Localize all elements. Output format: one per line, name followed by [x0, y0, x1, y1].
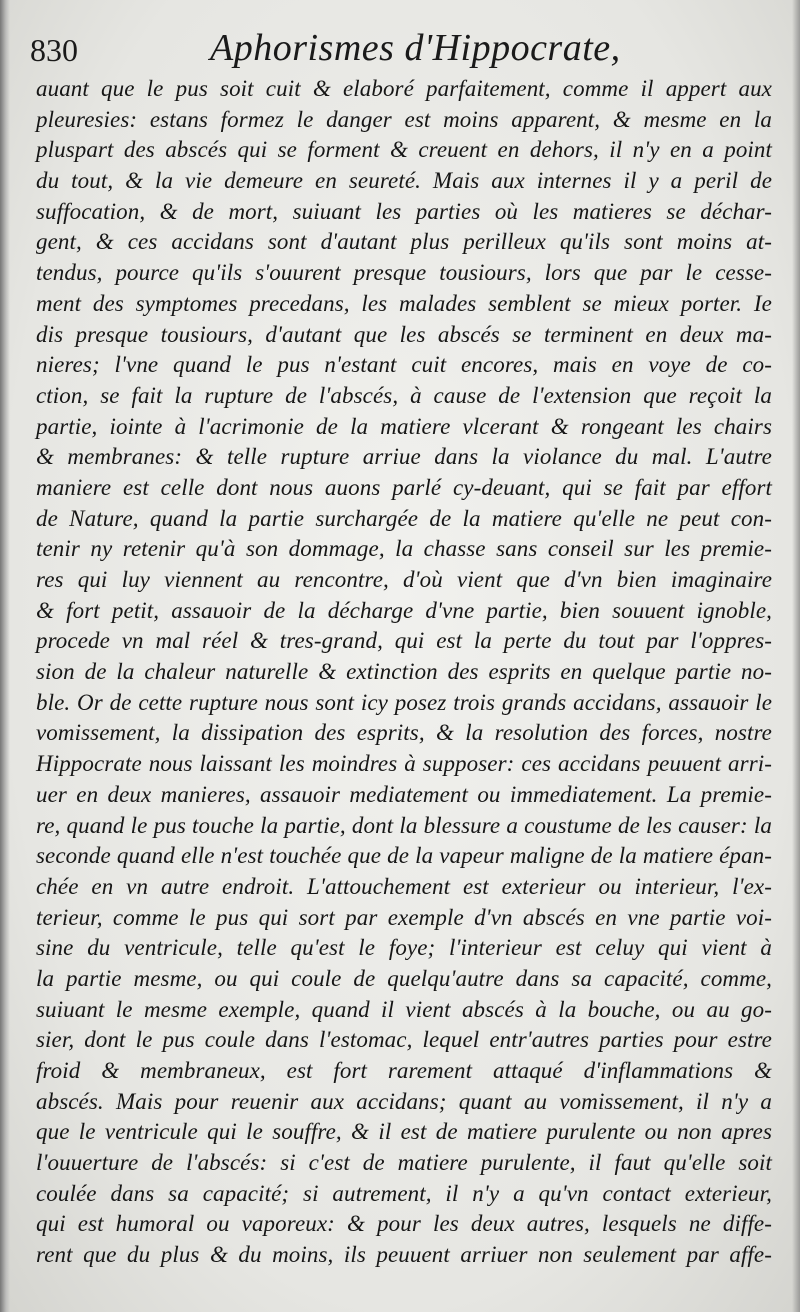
text-line: auant que le pus soit cuit & elaboré parfaitement, comme il appert aux: [36, 76, 772, 101]
text-line: maniere est celle dont nous auons parlé cy-deuant, qui se fait par effort: [36, 474, 772, 500]
text-line: abscés. Mais pour reuenir aux accidans; quant au vomissement, il n'y a: [36, 1088, 772, 1114]
body-text: [36, 74, 772, 1271]
text-line: l'ouuerture de l'abscés: si c'est de matiere purulente, il faut qu'elle soit: [36, 1150, 772, 1176]
text-line: re, quand le pus touche la partie, dont la blessure a coustume de les causer: la: [36, 812, 772, 838]
text-line: uer en deux manieres, assauoir mediatement ou immediatement. La premie-: [36, 781, 772, 807]
text-line: pluspart des abscés qui se forment & creuent en dehors, il n'y en a point: [36, 137, 772, 163]
text-line: procede vn mal réel & tres-grand, qui est la perte du tout par l'oppres-: [36, 628, 772, 654]
text-line: dis presque tousiours, d'autant que les abscés se terminent en deux ma-: [36, 321, 772, 347]
page-left-edge-shadow: [0, 0, 10, 1312]
text-line: ment des symptomes precedans, les malades semblent se mieux porter. Ie: [36, 290, 772, 316]
text-line: froid & membraneux, est fort rarement attaqué d'inflammations &: [36, 1058, 772, 1083]
text-line: ble. Or de cette rupture nous sont icy posez trois grands accidans, assauoir le: [36, 689, 772, 715]
text-line: ction, se fait la rupture de l'abscés, à cause de l'extension que reçoit la: [36, 382, 772, 408]
text-line: gent, & ces accidans sont d'autant plus perilleux qu'ils sont moins at-: [36, 229, 772, 255]
text-line: qui est humoral ou vaporeux: & pour les deux autres, lesquels ne diffe-: [36, 1211, 772, 1237]
text-line: rent que du plus & du moins, ils peuuent arriuer non seulement par affe-: [36, 1242, 772, 1268]
text-line: sion de la chaleur naturelle & extinction des esprits en quelque partie no-: [36, 659, 772, 685]
page-header: [0, 22, 800, 72]
text-line: vomissement, la dissipation des esprits, & la resolution des forces, nostre: [36, 720, 772, 746]
text-line: tendus, pource qu'ils s'ouurent presque tousiours, lors que par le cesse-: [36, 260, 772, 286]
page-number: 830: [30, 32, 78, 68]
text-line: que le ventricule qui le souffre, & il est de matiere purulente ou non apres: [36, 1119, 772, 1145]
text-line: sier, dont le pus coule dans l'estomac, lequel entr'autres parties pour estre: [36, 1027, 772, 1053]
text-line: partie, iointe à l'acrimonie de la matiere vlcerant & rongeant les chairs: [36, 413, 772, 439]
text-line: terieur, comme le pus qui sort par exemple d'vn abscés en vne partie voi-: [36, 904, 772, 930]
page-right-edge-shadow: [792, 0, 800, 1312]
text-line: Hippocrate nous laissant les moindres à supposer: ces accidans peuuent arri-: [36, 751, 772, 777]
text-line: tenir ny retenir qu'à son dommage, la chasse sans conseil sur les premie-: [36, 536, 772, 562]
text-line: & membranes: & telle rupture arriue dans la violance du mal. L'autre: [36, 444, 772, 470]
running-title: Aphorismes d'Hippocrate,: [210, 27, 621, 69]
text-line: seconde quand elle n'est touchée que de la vapeur maligne de la matiere épan-: [36, 843, 772, 869]
text-line: chée en vn autre endroit. L'attouchement est exterieur ou interieur, l'ex-: [36, 873, 772, 899]
text-line: de Nature, quand la partie surchargée de la matiere qu'elle ne peut con-: [36, 505, 772, 531]
text-line: suffocation, & de mort, suiuant les parties où les matieres se déchar-: [36, 198, 772, 224]
text-line: la partie mesme, ou qui coule de quelqu'autre dans sa capacité, comme,: [36, 965, 772, 991]
text-line: du tout, & la vie demeure en seureté. Mais aux internes il y a peril de: [36, 168, 772, 194]
text-line: coulée dans sa capacité; si autrement, il n'y a qu'vn contact exterieur,: [36, 1180, 772, 1206]
text-line: nieres; l'vne quand le pus n'estant cuit encores, mais en voye de co-: [36, 352, 772, 378]
text-line: res qui luy viennent au rencontre, d'où vient que d'vn bien imaginaire: [36, 567, 772, 592]
text-line: suiuant le mesme exemple, quand il vient abscés à la bouche, ou au go-: [36, 996, 772, 1022]
text-line: sine du ventricule, telle qu'est le foye; l'interieur est celuy qui vient à: [36, 935, 772, 961]
text-line: pleuresies: estans formez le danger est moins apparent, & mesme en la: [36, 106, 772, 132]
text-line: & fort petit, assauoir de la décharge d'vne partie, bien souuent ignoble,: [36, 597, 772, 623]
